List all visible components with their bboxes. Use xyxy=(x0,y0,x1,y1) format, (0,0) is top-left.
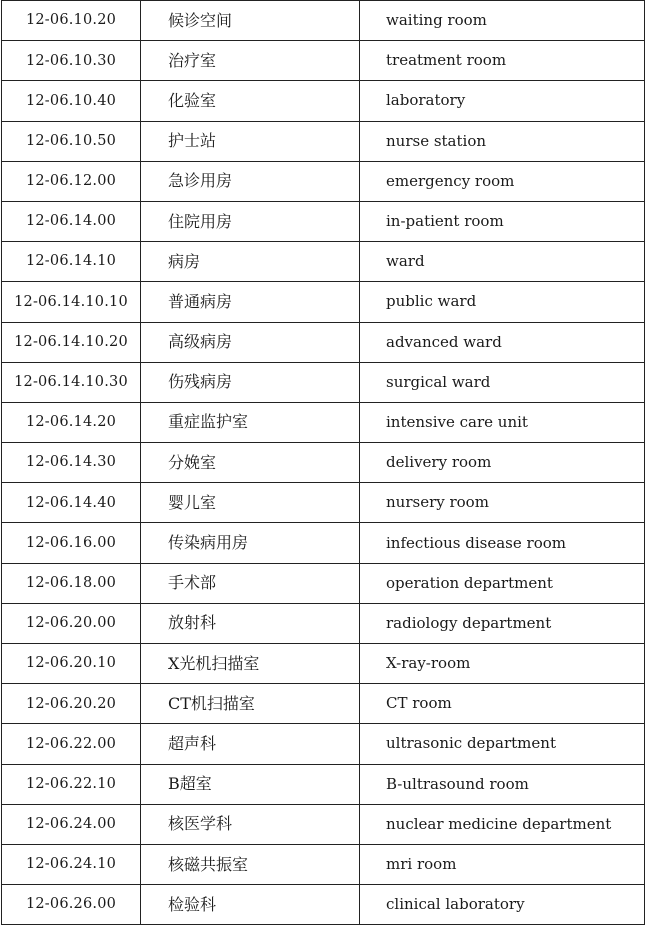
table-row xyxy=(2,402,645,442)
table-row xyxy=(2,201,645,241)
english-term-cell: mri room xyxy=(360,844,645,884)
english-term-cell: ultrasonic department xyxy=(360,724,645,764)
english-term-cell: waiting room xyxy=(360,1,645,41)
table-row xyxy=(2,242,645,282)
classification-code-cell: 12-06.18.00 xyxy=(2,563,141,603)
table-row xyxy=(2,724,645,764)
chinese-term-cell: 伤残病房 xyxy=(141,362,360,402)
classification-code-cell: 12-06.22.00 xyxy=(2,724,141,764)
table-row xyxy=(2,804,645,844)
table-row xyxy=(2,443,645,483)
classification-code-cell: 12-06.14.10.10 xyxy=(2,282,141,322)
classification-code-cell: 12-06.16.00 xyxy=(2,523,141,563)
chinese-term-cell: 传染病用房 xyxy=(141,523,360,563)
classification-code-cell: 12-06.14.10 xyxy=(2,242,141,282)
table-row xyxy=(2,523,645,563)
chinese-term-cell: 高级病房 xyxy=(141,322,360,362)
table-row xyxy=(2,1,645,41)
english-term-cell: nurse station xyxy=(360,121,645,161)
classification-code-cell: 12-06.22.10 xyxy=(2,764,141,804)
english-term-cell: in-patient room xyxy=(360,201,645,241)
chinese-term-cell: 护士站 xyxy=(141,121,360,161)
table-row xyxy=(2,362,645,402)
chinese-term-cell: 治疗室 xyxy=(141,41,360,81)
classification-code-cell: 12-06.14.00 xyxy=(2,201,141,241)
table-body xyxy=(2,1,645,925)
table-row xyxy=(2,563,645,603)
chinese-term-cell: CT机扫描室 xyxy=(141,684,360,724)
chinese-term-cell: 普通病房 xyxy=(141,282,360,322)
english-term-cell: nursery room xyxy=(360,483,645,523)
classification-code-cell: 12-06.26.00 xyxy=(2,885,141,925)
english-term-cell: treatment room xyxy=(360,41,645,81)
chinese-term-cell: 急诊用房 xyxy=(141,161,360,201)
table-row xyxy=(2,81,645,121)
classification-code-cell: 12-06.20.20 xyxy=(2,684,141,724)
classification-code-cell: 12-06.14.20 xyxy=(2,402,141,442)
english-term-cell: CT room xyxy=(360,684,645,724)
table-row xyxy=(2,121,645,161)
chinese-term-cell: 检验科 xyxy=(141,885,360,925)
english-term-cell: X-ray-room xyxy=(360,644,645,684)
classification-code-cell: 12-06.14.10.30 xyxy=(2,362,141,402)
classification-code-cell: 12-06.24.10 xyxy=(2,844,141,884)
english-term-cell: public ward xyxy=(360,282,645,322)
table-row xyxy=(2,603,645,643)
chinese-term-cell: 病房 xyxy=(141,242,360,282)
english-term-cell: ward xyxy=(360,242,645,282)
table-row xyxy=(2,282,645,322)
chinese-term-cell: X光机扫描室 xyxy=(141,644,360,684)
chinese-term-cell: 核医学科 xyxy=(141,804,360,844)
chinese-term-cell: B超室 xyxy=(141,764,360,804)
table-row xyxy=(2,844,645,884)
english-term-cell: delivery room xyxy=(360,443,645,483)
table-row xyxy=(2,684,645,724)
chinese-term-cell: 化验室 xyxy=(141,81,360,121)
terminology-table xyxy=(1,0,645,925)
chinese-term-cell: 分娩室 xyxy=(141,443,360,483)
english-term-cell: emergency room xyxy=(360,161,645,201)
table-row xyxy=(2,41,645,81)
english-term-cell: B-ultrasound room xyxy=(360,764,645,804)
english-term-cell: surgical ward xyxy=(360,362,645,402)
english-term-cell: intensive care unit xyxy=(360,402,645,442)
english-term-cell: operation department xyxy=(360,563,645,603)
classification-code-cell: 12-06.10.30 xyxy=(2,41,141,81)
table-row xyxy=(2,483,645,523)
chinese-term-cell: 候诊空间 xyxy=(141,1,360,41)
classification-code-cell: 12-06.24.00 xyxy=(2,804,141,844)
chinese-term-cell: 核磁共振室 xyxy=(141,844,360,884)
chinese-term-cell: 重症监护室 xyxy=(141,402,360,442)
classification-code-cell: 12-06.14.40 xyxy=(2,483,141,523)
table-row xyxy=(2,322,645,362)
english-term-cell: laboratory xyxy=(360,81,645,121)
classification-code-cell: 12-06.14.30 xyxy=(2,443,141,483)
english-term-cell: clinical laboratory xyxy=(360,885,645,925)
classification-code-cell: 12-06.10.40 xyxy=(2,81,141,121)
table-row xyxy=(2,161,645,201)
table-row xyxy=(2,644,645,684)
table-row xyxy=(2,764,645,804)
classification-code-cell: 12-06.20.10 xyxy=(2,644,141,684)
chinese-term-cell: 住院用房 xyxy=(141,201,360,241)
chinese-term-cell: 婴儿室 xyxy=(141,483,360,523)
chinese-term-cell: 超声科 xyxy=(141,724,360,764)
table-row xyxy=(2,885,645,925)
chinese-term-cell: 放射科 xyxy=(141,603,360,643)
classification-code-cell: 12-06.10.50 xyxy=(2,121,141,161)
chinese-term-cell: 手术部 xyxy=(141,563,360,603)
classification-code-cell: 12-06.12.00 xyxy=(2,161,141,201)
english-term-cell: nuclear medicine department xyxy=(360,804,645,844)
classification-code-cell: 12-06.10.20 xyxy=(2,1,141,41)
classification-code-cell: 12-06.14.10.20 xyxy=(2,322,141,362)
english-term-cell: advanced ward xyxy=(360,322,645,362)
english-term-cell: radiology department xyxy=(360,603,645,643)
english-term-cell: infectious disease room xyxy=(360,523,645,563)
classification-code-cell: 12-06.20.00 xyxy=(2,603,141,643)
